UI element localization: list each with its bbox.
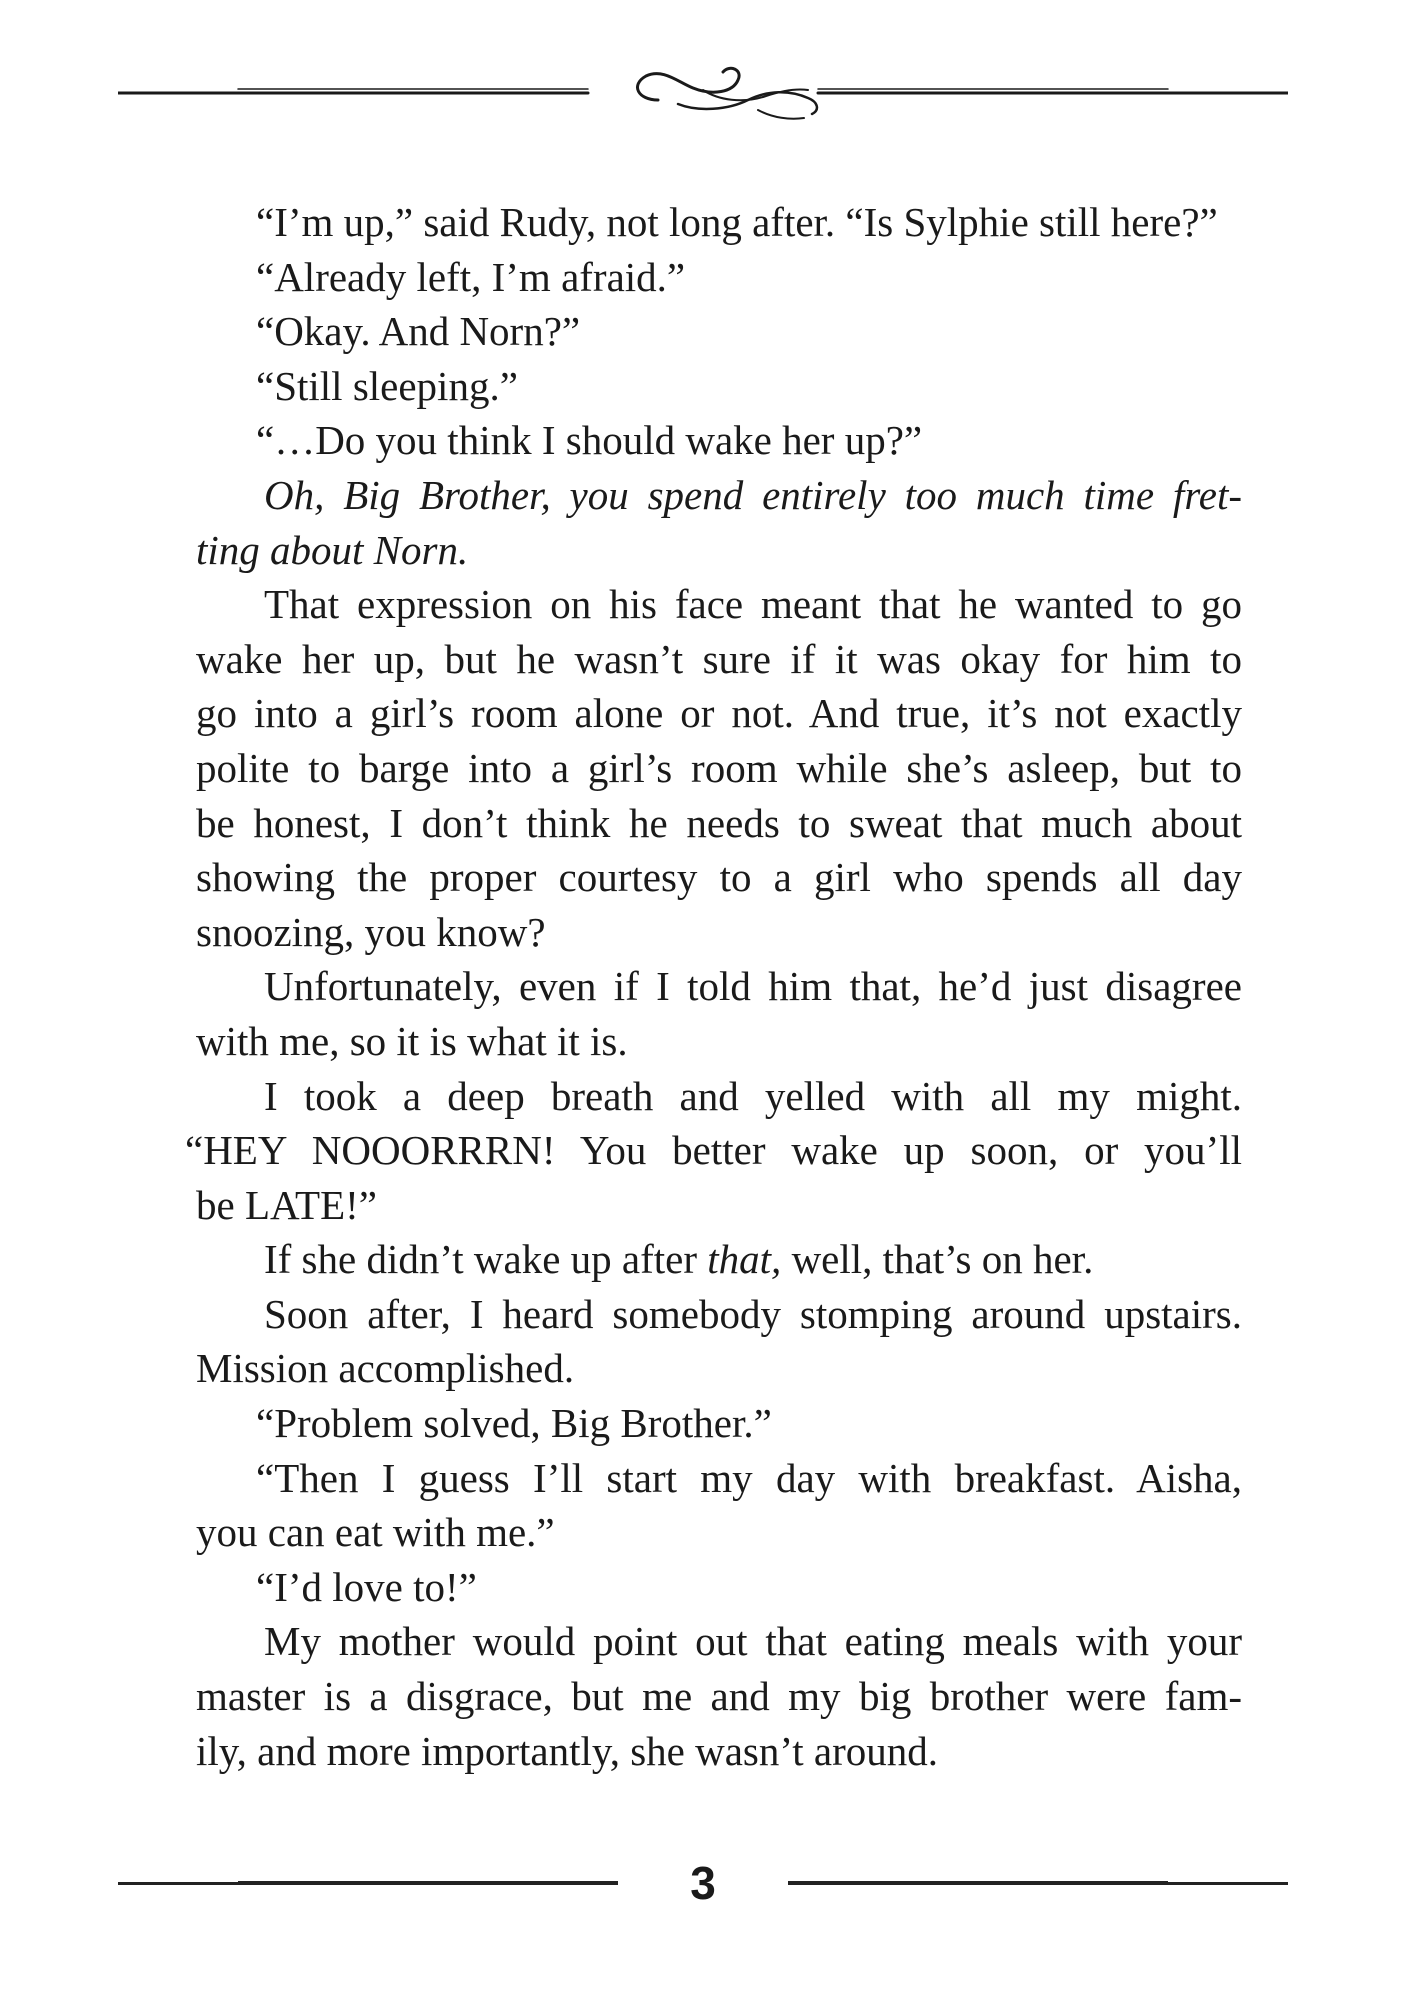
text-line: “Problem solved, Big Brother.”	[256, 1400, 772, 1447]
page-number: 3	[690, 1857, 716, 1909]
text-line: “I’m up,” said Rudy, not long after. “Is Sylphie still here?”	[256, 199, 1218, 245]
text-line: Mission accomplished.	[196, 1345, 575, 1392]
text-line: you can eat with me.”	[196, 1509, 555, 1556]
text-line: I took a deep breath and yelled with all my might.	[264, 1072, 1242, 1119]
body-text	[185, 195, 1242, 1778]
text-run: If she didn’t wake up after	[264, 1236, 708, 1283]
text-line: That expression on his face meant that he wanted to go	[264, 581, 1242, 628]
text-line: ting about Norn.	[196, 526, 469, 573]
footer-rule-right	[788, 1882, 1288, 1885]
text-line: be honest, I don’t think he needs to sweat that much about	[196, 799, 1242, 846]
text-line: “I’d love to!”	[256, 1563, 477, 1610]
text-line: go into a girl’s room alone or not. And true, it’s not exactly	[196, 690, 1242, 737]
header-ornament	[118, 60, 1288, 130]
text-line: “HEY NOOORRRN! You better wake up soon, or you’ll	[185, 1127, 1242, 1174]
page-footer	[118, 1855, 1288, 1915]
text-line: My mother would point out that eating meals with your	[264, 1618, 1242, 1665]
text-run-italic: that,	[707, 1236, 782, 1283]
text-line: “Okay. And Norn?”	[256, 308, 581, 355]
text-line: master is a disgrace, but me and my big brother were fam-	[196, 1673, 1242, 1720]
text-run: well, that’s on her.	[781, 1236, 1094, 1283]
footer-rule-left	[118, 1882, 618, 1885]
text-line: Oh, Big Brother, you spend entirely too much time fret-	[264, 471, 1242, 518]
text-line: “Still sleeping.”	[256, 362, 518, 409]
text-line: with me, so it is what it is.	[196, 1017, 628, 1064]
text-line: wake her up, but he wasn’t sure if it was okay for him to	[196, 635, 1242, 682]
flourish-ornament-icon	[118, 60, 1288, 130]
text-line: snoozing, you know?	[196, 908, 546, 955]
text-line: polite to barge into a girl’s room while she’s asleep, but to	[196, 744, 1242, 791]
text-line: “…Do you think I should wake her up?”	[256, 417, 923, 464]
text-line: “Then I guess I’ll start my day with breakfast. Aisha,	[256, 1454, 1242, 1501]
text-line: Soon after, I heard somebody stomping around upstairs.	[264, 1290, 1242, 1337]
text-line: ily, and more importantly, she wasn’t around.	[196, 1727, 939, 1774]
text-line	[196, 1232, 1242, 1287]
text-line: showing the proper courtesy to a girl who spends all day	[196, 854, 1242, 901]
text-line: Unfortunately, even if I told him that, he’d just disagree	[264, 963, 1242, 1010]
text-line: “Already left, I’m afraid.”	[256, 253, 686, 300]
text-line: be LATE!”	[196, 1181, 377, 1228]
